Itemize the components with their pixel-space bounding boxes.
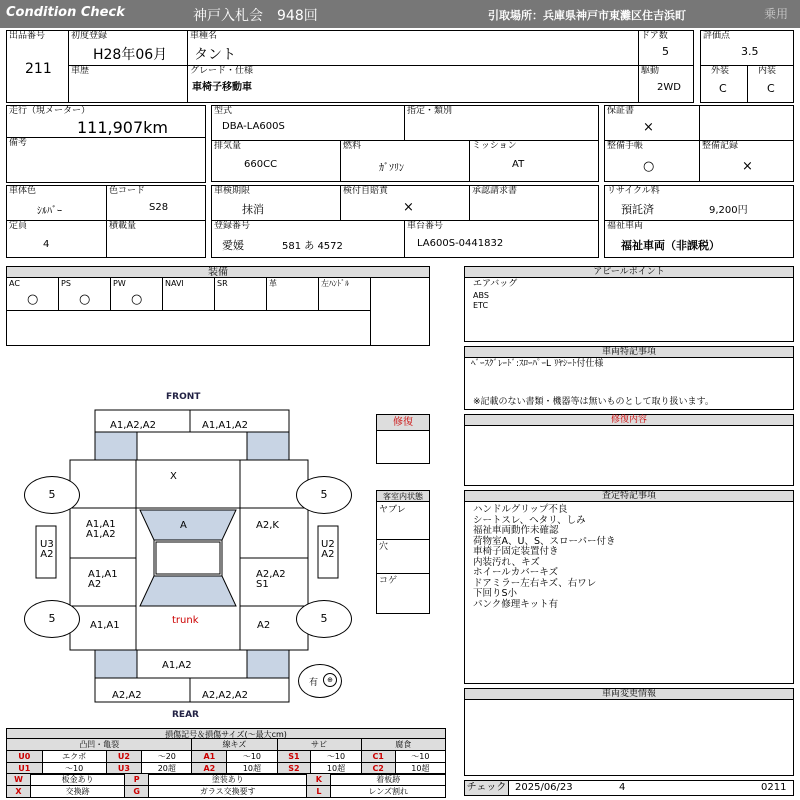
spare-tire	[298, 664, 342, 698]
damage-rear-bumper-right: A2,A2,A2	[202, 690, 248, 701]
equipment-label: AC	[9, 279, 20, 288]
appeal-title: アピールポイント	[465, 267, 793, 278]
displacement-cell: 排気量 660CC	[211, 140, 341, 182]
legend-cell: ガラス交換要す	[149, 786, 307, 798]
load-cell: 積載量	[106, 220, 206, 258]
note-line: ハンドルグリップ不良	[473, 504, 568, 515]
model-cell: 型式 DBA-LA600S	[211, 105, 405, 141]
note-line: ホイールカバーキズ	[473, 567, 559, 578]
legend-table-2	[6, 773, 446, 798]
equipment-value: ○	[79, 292, 91, 307]
damage-left-front-door: A1,A1 A1,A2	[86, 519, 116, 540]
model: DBA-LA600S	[222, 121, 285, 132]
legend-table	[6, 738, 446, 775]
interior-title: 客室内状態	[377, 491, 429, 502]
liability-insurance: ×	[403, 200, 414, 215]
color-code: S28	[149, 202, 169, 213]
note-line: 下回りS小	[473, 588, 518, 599]
mission: AT	[512, 159, 525, 170]
warranty: ×	[643, 120, 654, 135]
tire-front-left: 5	[24, 476, 80, 514]
plate-area: 愛媛	[222, 239, 244, 252]
legend-cell: 着板跡	[331, 774, 446, 786]
lot-number: 211	[25, 61, 52, 77]
note-line: 荷物室A、U、S、スローパー付き	[473, 535, 616, 547]
welfare: 福祉車両（非課税）	[621, 239, 720, 252]
legend-cell: レンズ割れ	[331, 786, 446, 798]
repair-content-panel	[464, 414, 794, 486]
legend-cell: 交換跡	[31, 786, 125, 798]
inspection: 抹消	[242, 203, 264, 216]
chassis-number: LA600S-0441832	[417, 238, 504, 249]
repair-title: 修復	[377, 415, 429, 431]
drive: 2WD	[657, 82, 681, 93]
damage-right-rear-door: A2,A2 S1	[256, 569, 286, 590]
spare-icon: ⊕	[323, 673, 337, 687]
damage-hood: X	[170, 471, 177, 482]
int-cell: 内装 C	[747, 65, 794, 103]
equipment-title: 装備	[7, 267, 429, 278]
legend-cell: U0	[7, 751, 43, 763]
legend-cell: X	[7, 786, 31, 798]
legend-cell: A2	[192, 763, 227, 775]
legend-cell: K	[307, 774, 331, 786]
special-title: 車両特記事項	[465, 347, 793, 358]
equipment-item	[214, 277, 267, 311]
drive-cell: 駆動 2WD	[638, 65, 694, 103]
trunk-label: trunk	[172, 615, 199, 626]
appeal-line: エアバッグ	[473, 279, 518, 289]
legend-cell: 〜20	[142, 751, 192, 763]
interior-burns: コゲ	[379, 576, 398, 586]
change-panel	[464, 688, 794, 776]
legend-cell: 10超	[395, 763, 445, 775]
damage-left-quarter: A1,A1	[90, 620, 120, 631]
note-line: ドアミラー左右キズ、右ワレ	[473, 577, 597, 589]
interior-holes: 穴	[379, 542, 389, 552]
equipment-item	[318, 277, 371, 311]
header-bar	[0, 0, 800, 28]
auction-title: 神戸入札会 948回	[193, 8, 318, 24]
service-record: ×	[742, 159, 753, 174]
equipment-label: SR	[217, 279, 228, 288]
legend-cell: 〜10	[311, 751, 361, 763]
legend-cell: 塗装あり	[149, 774, 307, 786]
special-line: ﾍﾞｰｽｸﾞﾚｰﾄﾞ:ｽﾛｰﾊﾟｰL ﾘﾔｼｰﾄ付仕様	[471, 359, 604, 369]
special-panel	[464, 346, 794, 410]
damage-left-side: U3 A2	[40, 539, 54, 560]
legend-cell: W	[7, 774, 31, 786]
note-line: 車椅子固定装置付き	[473, 546, 559, 557]
legend-cell: 20超	[142, 763, 192, 775]
color-code-cell: 色コード S28	[106, 185, 206, 221]
check-code: 0211	[761, 782, 787, 793]
designation-cell: 指定・類別	[404, 105, 599, 141]
chassis-cell: 車台番号 LA600S-0441832	[404, 220, 599, 258]
appeal-line: ABS	[473, 291, 489, 300]
interior-panel	[376, 490, 430, 614]
inspection-cell: 車検期限 抹消	[211, 185, 341, 221]
equipment-item	[162, 277, 215, 311]
warranty-cell: 保証書 ×	[604, 105, 700, 141]
fuel-cell: 燃料 ｶﾞｿﾘﾝ	[340, 140, 470, 182]
equipment-panel	[6, 266, 430, 346]
appeal-panel	[464, 266, 794, 342]
vehicle-name: タント	[194, 47, 236, 63]
tire-rear-left: 5	[24, 600, 80, 638]
appeal-line: ETC	[473, 301, 489, 310]
check-label: チェック	[465, 781, 509, 795]
legend-cell: A1	[192, 751, 227, 763]
first-reg-cell: 初度登録 H28年06月	[68, 30, 188, 66]
legend-cell: G	[125, 786, 149, 798]
mileage: 111,907km	[77, 118, 169, 137]
damage-left-rear-door: A1,A1 A2	[88, 569, 118, 590]
capacity: 4	[43, 239, 50, 250]
legend-cell: S1	[277, 751, 311, 763]
legend-head: 腐食	[361, 739, 445, 751]
mileage-cell: 走行（現メーター） 111,907km	[6, 105, 206, 138]
ext-grade: C	[719, 82, 727, 95]
legend-cell: S2	[277, 763, 311, 775]
damage-front-bumper-right: A1,A1,A2	[202, 420, 248, 431]
pickup-location: 引取場所：兵庫県神戸市東灘区住吉浜町	[488, 9, 686, 22]
grade: 車椅子移動車	[192, 82, 252, 93]
check-num: 4	[619, 782, 626, 793]
recycle-amount: 9,200円	[709, 205, 748, 216]
legend-cell: C1	[361, 751, 395, 763]
manual-cell: 整備手帳 ○	[604, 140, 700, 182]
legend-cell: エクボ	[42, 751, 106, 763]
legend-cell: P	[125, 774, 149, 786]
repair-panel	[376, 414, 430, 464]
approval-cell: 承認請求書	[469, 185, 599, 221]
special-note: ※記載のない書類・機器等は無いものとして取り扱います。	[473, 397, 714, 407]
legend-cell: 〜10	[227, 751, 277, 763]
equipment-item	[6, 277, 59, 311]
note-line: 福祉車両動作未確認	[473, 525, 559, 536]
legend-cell: U1	[7, 763, 43, 775]
welfare-cell: 福祉車両 福祉車両（非課税）	[604, 220, 794, 258]
grade-cell: グレード・仕様 車椅子移動車	[187, 65, 639, 103]
check-date: 2025/06/23	[515, 782, 573, 793]
name-cell: 車種名 タント	[187, 30, 639, 66]
notes-panel	[464, 490, 794, 684]
legend-cell: L	[307, 786, 331, 798]
damage-rear-panel: A1,A2	[162, 660, 192, 671]
recycle-cell: リサイクル料 預託済 9,200円	[604, 185, 794, 221]
damage-roof: A	[180, 520, 187, 531]
equipment-item	[110, 277, 163, 311]
front-label: FRONT	[166, 392, 201, 402]
history-cell: 車歴	[68, 65, 188, 103]
legend-cell: C2	[361, 763, 395, 775]
equipment-label: 左ﾊﾝﾄﾞﾙ	[321, 279, 349, 288]
color-cell: 車体色 ｼﾙﾊﾞｰ	[6, 185, 107, 221]
capacity-cell: 定員 4	[6, 220, 107, 258]
mission-cell: ミッション AT	[469, 140, 599, 182]
legend-title: 損傷記号＆損傷サイズ(〜最大cm)	[6, 728, 446, 739]
equipment-label: PW	[113, 279, 126, 288]
legend-cell: 板金あり	[31, 774, 125, 786]
auto-cell: 検付自賠責 ×	[340, 185, 470, 221]
damage-legend	[6, 728, 446, 796]
doors-cell: ドア数 5	[638, 30, 694, 66]
legend-cell: 〜10	[42, 763, 106, 775]
check-footer	[464, 780, 794, 796]
legend-cell: 10超	[311, 763, 361, 775]
vehicle-kind: 乗用	[764, 7, 789, 21]
note-line: 内装汚れ、キズ	[473, 556, 540, 568]
change-title: 車両変更情報	[465, 689, 793, 700]
spare-mark: 有	[309, 678, 319, 688]
repair-content-title: 修復内容	[465, 415, 793, 426]
score: 3.5	[741, 45, 759, 58]
legend-head: サビ	[277, 739, 361, 751]
equipment-item	[266, 277, 319, 311]
legend-cell: 〜10	[395, 751, 445, 763]
damage-right-quarter: A2	[257, 620, 271, 631]
notes-title: 査定特記事項	[465, 491, 793, 502]
ext-cell: 外装 C	[700, 65, 748, 103]
equipment-item	[58, 277, 111, 311]
note-line: シートスレ、ヘタリ、しみ	[473, 514, 586, 526]
damage-right-side: U2 A2	[321, 539, 335, 560]
equipment-label: 革	[269, 279, 277, 288]
equipment-value: ○	[131, 292, 143, 307]
tire-rear-right: 5	[296, 600, 352, 638]
plate-cell: 登録番号 愛媛 581 あ 4572	[211, 220, 405, 258]
color: ｼﾙﾊﾞｰ	[37, 206, 62, 217]
tire-front-right: 5	[296, 476, 352, 514]
logo: Condition Check	[6, 5, 125, 20]
first-registration: H28年06月	[93, 47, 168, 63]
service-cell: 整備記録 ×	[699, 140, 794, 182]
note-line: パンク修理キット有	[473, 598, 559, 610]
rear-label: REAR	[172, 710, 199, 720]
score-cell: 評価点 3.5	[700, 30, 794, 66]
legend-cell: 10超	[227, 763, 277, 775]
equipment-value: ○	[27, 292, 39, 307]
remarks-cell: 備考	[6, 137, 206, 183]
interior-tears: ヤブレ	[379, 505, 406, 515]
plate-number: 581 あ 4572	[282, 241, 343, 252]
recycle-status: 預託済	[621, 203, 654, 216]
damage-rear-bumper-left: A2,A2	[112, 690, 142, 701]
legend-head: 線キズ	[192, 739, 277, 751]
lot-cell: 出品番号 211	[6, 30, 69, 103]
doors: 5	[662, 45, 669, 58]
equipment-label: PS	[61, 279, 71, 288]
damage-right-front-door: A2,K	[256, 520, 279, 531]
damage-front-bumper-left: A1,A2,A2	[110, 420, 156, 431]
legend-cell: U3	[106, 763, 142, 775]
legend-cell: U2	[106, 751, 142, 763]
displacement: 660CC	[244, 159, 278, 170]
int-grade: C	[767, 82, 775, 95]
legend-head: 凸凹・亀裂	[7, 739, 192, 751]
fuel: ｶﾞｿﾘﾝ	[379, 163, 404, 174]
manual: ○	[643, 159, 655, 174]
equipment-label: NAVI	[165, 279, 184, 288]
